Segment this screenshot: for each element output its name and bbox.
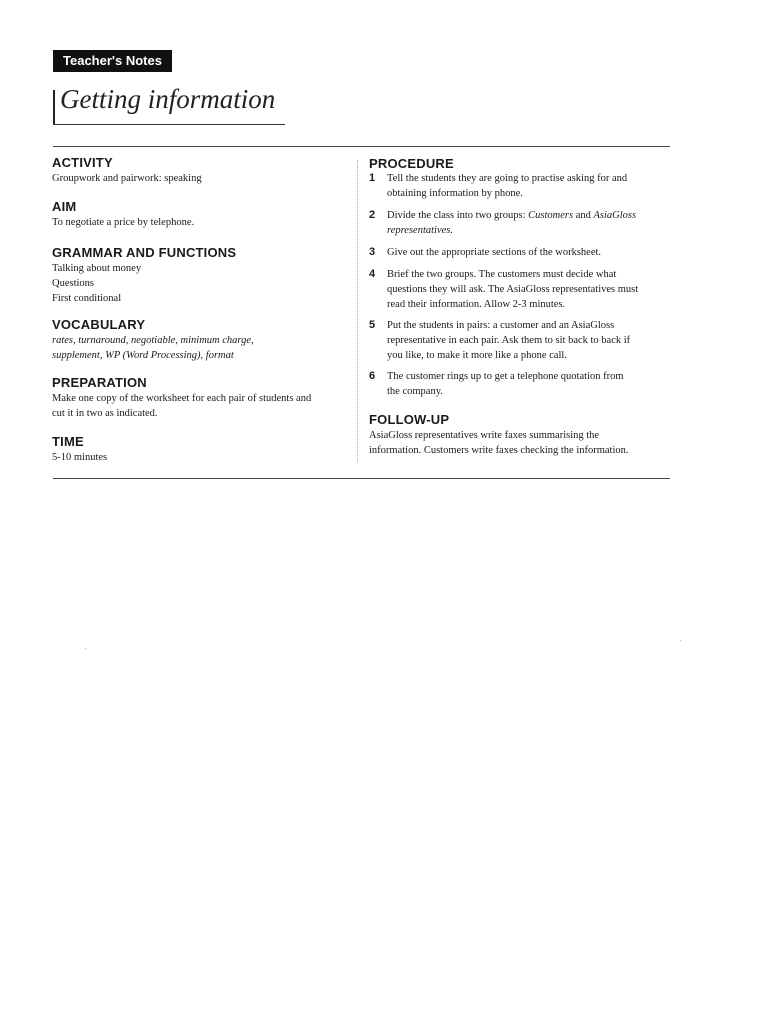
step-line: obtaining information by phone. bbox=[387, 188, 523, 199]
grammar-heading: GRAMMAR AND FUNCTIONS bbox=[52, 245, 237, 260]
step-line: Put the students in pairs: a customer and an AsiaGloss bbox=[387, 320, 615, 331]
step-text bbox=[387, 318, 672, 363]
step-text bbox=[387, 267, 672, 312]
vocabulary-line: supplement, WP (Word Processing), format bbox=[52, 350, 234, 361]
step-text bbox=[387, 369, 672, 399]
aim-section bbox=[52, 199, 348, 230]
preparation-line: Make one copy of the worksheet for each pair of students and bbox=[52, 393, 312, 404]
aim-text: To negotiate a price by telephone. bbox=[52, 217, 195, 228]
step-line: questions they will ask. The AsiaGloss representatives must bbox=[387, 284, 639, 295]
scan-speck bbox=[85, 648, 86, 649]
column-divider bbox=[357, 160, 358, 462]
aim-heading: AIM bbox=[52, 199, 77, 214]
step-number: 6 bbox=[369, 370, 376, 382]
title-bar bbox=[53, 90, 55, 124]
step-number: 1 bbox=[369, 172, 376, 184]
procedure-heading: PROCEDURE bbox=[369, 156, 454, 171]
followup-text bbox=[369, 428, 671, 458]
time-text: 5-10 minutes bbox=[52, 452, 108, 463]
followup-line: information. Customers write faxes checking the information. bbox=[369, 445, 629, 456]
page-title: Getting information bbox=[60, 84, 276, 114]
step-line: representative in each pair. Ask them to sit back to back if bbox=[387, 335, 631, 346]
teachers-notes-badge: Teacher's Notes bbox=[53, 50, 172, 72]
step-text bbox=[387, 171, 672, 201]
vocabulary-line: rates, turnaround, negotiable, minimum charge, bbox=[52, 335, 254, 346]
activity-text: Groupwork and pairwork: speaking bbox=[52, 173, 202, 184]
step-line: read their information. Allow 2-3 minutes. bbox=[387, 299, 566, 310]
step-line: Brief the two groups. The customers must decide what bbox=[387, 269, 617, 280]
activity-section bbox=[52, 155, 348, 186]
activity-heading: ACTIVITY bbox=[52, 155, 113, 170]
followup-line: AsiaGloss representatives write faxes summarising the bbox=[369, 430, 600, 441]
step-line: Give out the appropriate sections of the worksheet. bbox=[387, 247, 602, 258]
title-underline bbox=[53, 124, 285, 125]
grammar-section bbox=[52, 245, 348, 306]
step-line: you like, to make it more like a phone call. bbox=[387, 350, 567, 361]
customers-term: Customers bbox=[528, 210, 574, 221]
step-number: 2 bbox=[369, 209, 376, 221]
step-number: 3 bbox=[369, 246, 376, 258]
grammar-item: Questions bbox=[52, 278, 94, 289]
vocabulary-heading: VOCABULARY bbox=[52, 317, 146, 332]
preparation-line: cut it in two as indicated. bbox=[52, 408, 158, 419]
step-text bbox=[387, 245, 672, 260]
grammar-list bbox=[52, 261, 348, 306]
preparation-text bbox=[52, 391, 348, 421]
grammar-item: Talking about money bbox=[52, 263, 142, 274]
preparation-heading: PREPARATION bbox=[52, 375, 147, 390]
step-number: 5 bbox=[369, 319, 376, 331]
step-line: Divide the class into two groups: Customers and AsiaGloss bbox=[387, 210, 637, 221]
step-line: representatives. bbox=[387, 225, 453, 236]
bottom-rule bbox=[53, 478, 670, 479]
step-line: the company. bbox=[387, 386, 443, 397]
vocabulary-section bbox=[52, 317, 348, 363]
scan-speck bbox=[680, 640, 681, 641]
time-section bbox=[52, 434, 348, 465]
step-line: Tell the students they are going to practise asking for and bbox=[387, 173, 628, 184]
asiagloss-term: AsiaGloss bbox=[593, 210, 637, 221]
step-line: The customer rings up to get a telephone quotation from bbox=[387, 371, 624, 382]
followup-section bbox=[369, 412, 671, 458]
grammar-item: First conditional bbox=[52, 293, 122, 304]
step-line-prefix: Divide the class into two groups: bbox=[387, 210, 529, 221]
top-rule bbox=[53, 146, 670, 147]
step-number: 4 bbox=[369, 268, 376, 280]
followup-heading: FOLLOW-UP bbox=[369, 412, 450, 427]
preparation-section bbox=[52, 375, 348, 421]
step-text bbox=[387, 208, 672, 238]
time-heading: TIME bbox=[52, 434, 84, 449]
vocabulary-text bbox=[52, 333, 348, 363]
